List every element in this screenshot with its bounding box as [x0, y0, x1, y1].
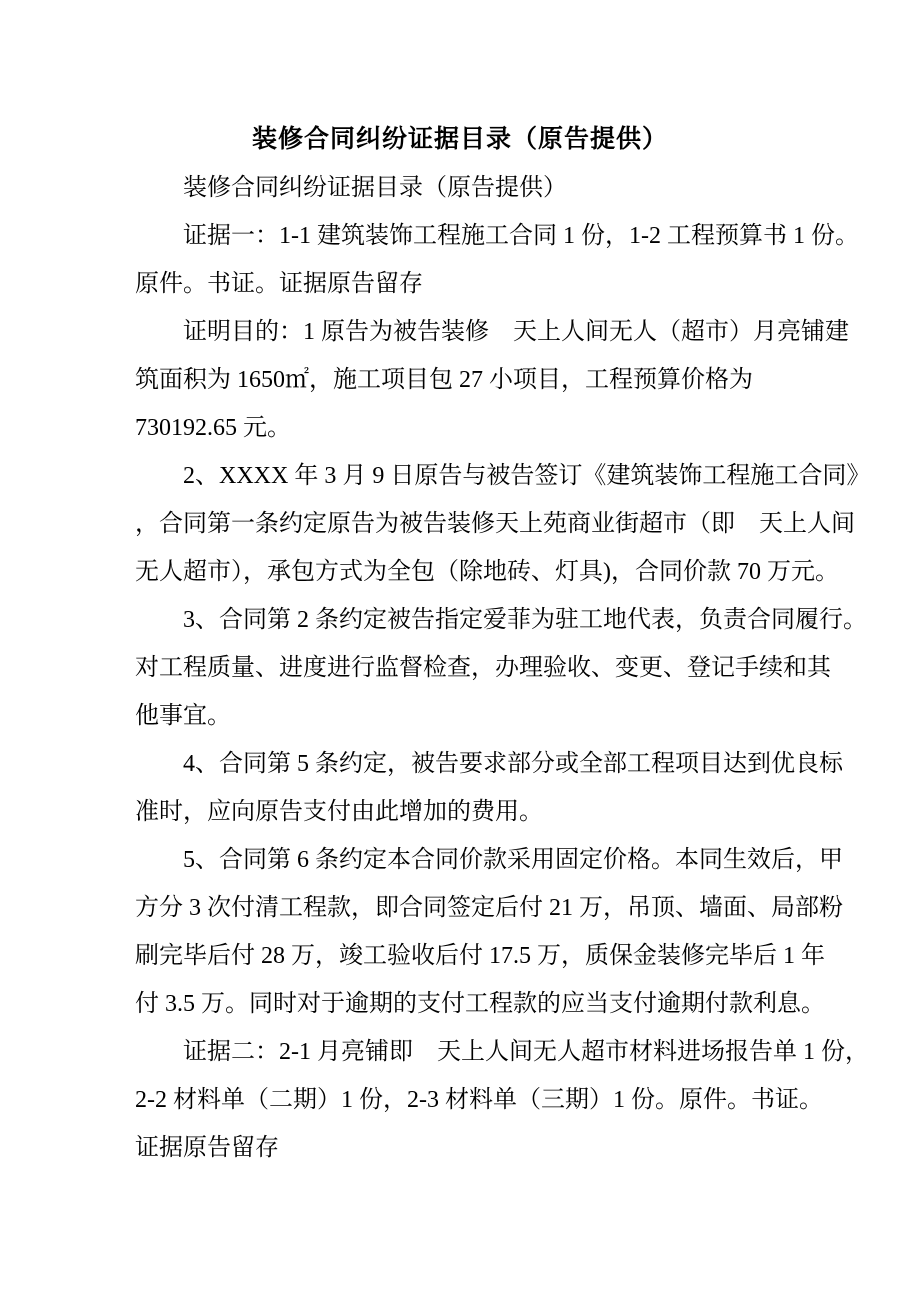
paragraph-2-line-1: 证据一：1-1 建筑装饰工程施工合同 1 份，1-2 工程预算书 1 份。 — [183, 223, 859, 249]
paragraph-2-line-2: 原件。书证。证据原告留存 — [135, 271, 423, 297]
document-body — [135, 164, 871, 1172]
paragraph-8 — [135, 1028, 869, 1172]
paragraph-6-line-1: 4、合同第 5 条约定，被告要求部分或全部工程项目达到优良标 — [183, 751, 843, 777]
paragraph-8-line-3: 证据原告留存 — [135, 1135, 279, 1161]
paragraph-3-line-2: 筑面积为 1650㎡，施工项目包 27 小项目，工程预算价格为 — [135, 367, 753, 393]
paragraph-1 — [135, 164, 790, 212]
paragraph-7-line-2: 方分 3 次付清工程款，即合同签定后付 21 万，吊顶、墙面、局部粉 — [135, 895, 843, 921]
paragraph-4-line-3: 无人超市），承包方式为全包（除地砖、灯具)，合同价款 70 万元。 — [135, 559, 839, 585]
paragraph-3-line-3: 730192.65 元。 — [135, 415, 291, 441]
paragraph-4-line-1: 2、XXXX 年 3 月 9 日原告与被告签订《建筑装饰工程施工合同》 — [183, 463, 871, 489]
paragraph-8-line-1: 证据二：2-1 月亮铺即 天上人间无人超市材料进场报告单 1 份， — [183, 1039, 869, 1065]
paragraph-2 — [135, 212, 859, 308]
document-title: 装修合同纠纷证据目录（原告提供） — [251, 125, 668, 153]
paragraph-7-line-1: 5、合同第 6 条约定本合同价款采用固定价格。本同生效后，甲 — [183, 847, 843, 873]
paragraph-5-line-1: 3、合同第 2 条约定被告指定爱菲为驻工地代表，负责合同履行。 — [183, 607, 867, 633]
paragraph-5 — [135, 596, 867, 740]
paragraph-1-line-1: 装修合同纠纷证据目录（原告提供） — [183, 175, 567, 201]
paragraph-5-line-2: 对工程质量、进度进行监督检查，办理验收、变更、登记手续和其 — [135, 655, 831, 681]
paragraph-3 — [135, 308, 849, 452]
paragraph-7 — [135, 836, 843, 1028]
paragraph-5-line-3: 他事宜。 — [135, 703, 231, 729]
paragraph-7-line-4: 付 3.5 万。同时对于逾期的支付工程款的应当支付逾期付款利息。 — [135, 991, 825, 1017]
paragraph-7-line-3: 刷完毕后付 28 万，竣工验收后付 17.5 万，质保金装修完毕后 1 年 — [135, 943, 825, 969]
paragraph-6-line-2: 准时，应向原告支付由此增加的费用。 — [135, 799, 543, 825]
paragraph-4-line-2: ，合同第一条约定原告为被告装修天上苑商业街超市（即 天上人间 — [135, 511, 855, 537]
paragraph-4 — [135, 452, 871, 596]
paragraph-8-line-2: 2-2 材料单（二期）1 份，2-3 材料单（三期）1 份。原件。书证。 — [135, 1087, 823, 1113]
paragraph-6 — [135, 740, 843, 836]
paragraph-3-line-1: 证明目的：1 原告为被告装修 天上人间无人（超市）月亮铺建 — [183, 319, 849, 345]
